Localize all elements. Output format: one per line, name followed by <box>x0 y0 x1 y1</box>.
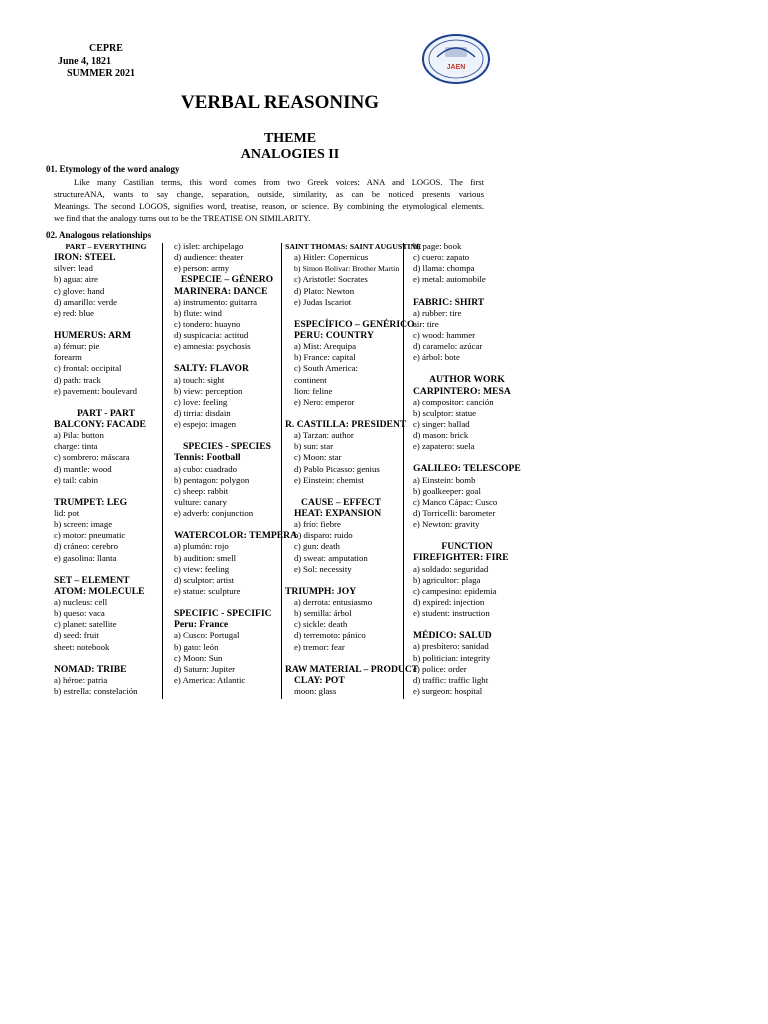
analogy-option: a) Tarzan: author <box>294 430 354 441</box>
analogy-option: b) goalkeeper: goal <box>413 485 481 496</box>
analogy-option: a) nucleus: cell <box>54 596 108 607</box>
analogy-option: b) politician: integrity <box>413 652 491 663</box>
analogy-option: d) Saturn: Jupiter <box>174 663 236 674</box>
analogy-option: e) zapatero: suela <box>413 441 475 452</box>
analogy-option: d) caramelo: azúcar <box>413 341 483 352</box>
header-cepre: CEPRE <box>89 43 123 54</box>
analogy-option: charge: tinta <box>54 441 98 452</box>
analogy-option: c) Manco Cápac: Cusco <box>413 496 498 507</box>
analogy-heading: FUNCTION <box>441 541 493 553</box>
analogy-heading: NOMAD: TRIBE <box>54 663 127 675</box>
spacer <box>285 653 397 664</box>
analogy-option: b) sun: star <box>294 441 334 452</box>
section-2-heading: 02. Analogous relationships <box>46 230 152 240</box>
analogy-heading: HEAT: EXPANSION <box>294 507 382 519</box>
analogy-option: e) gasolina: llanta <box>54 552 117 563</box>
analogy-heading: SAINT THOMAS: SAINT AUGUSTINE <box>285 242 422 251</box>
analogy-option: b) queso: vaca <box>54 608 105 619</box>
analogy-heading: SET – ELEMENT <box>54 574 130 586</box>
analogy-option: a) Pila: button <box>54 430 104 441</box>
analogy-option: a) compositor: canción <box>413 396 494 407</box>
analogy-heading: R. CASTILLA: PRESIDENT <box>285 418 407 430</box>
spacer <box>54 486 158 497</box>
column-2 <box>174 241 298 686</box>
theme-label: THEME <box>263 131 317 146</box>
spacer <box>413 530 521 541</box>
analogy-option: e) pavement: boulevard <box>54 385 138 396</box>
analogy-option: forearm <box>54 352 82 363</box>
analogy-option: b) Simon Bolivar: Brother Martin <box>294 264 400 274</box>
analogy-option: sheet: notebook <box>54 641 110 652</box>
analogy-heading: MARINERA: DANCE <box>174 285 268 297</box>
analogy-option: a) soldado: seguridad <box>413 563 489 574</box>
analogy-option: c) Moon: star <box>294 452 342 463</box>
analogy-option: a) Hitler: Copernicus <box>294 252 369 263</box>
analogy-option: c) wood: hammer <box>413 329 476 340</box>
analogy-option: e) surgeon: hospital <box>413 685 483 696</box>
analogy-option: e) espejo: imagen <box>174 419 237 430</box>
logo-label: JAEN <box>446 64 466 71</box>
analogy-option: a) derrota: entusiasmo <box>294 596 373 607</box>
spacer <box>285 486 397 497</box>
analogy-option: c) singer: ballad <box>413 418 470 429</box>
analogy-option: e) Einstein: chemist <box>294 474 364 485</box>
analogy-option: e) Newton: gravity <box>413 519 480 530</box>
analogy-heading: HUMERUS: ARM <box>54 329 132 341</box>
institution-logo <box>421 33 491 85</box>
spacer <box>285 408 397 419</box>
analogy-option: c) tondero: huayno <box>174 318 241 329</box>
analogy-option: d) path: track <box>54 374 101 385</box>
analogy-option: a) presbítero: sanidad <box>413 641 489 652</box>
analogy-option: c) campesino: epidemia <box>413 585 497 596</box>
analogy-option: b) screen: image <box>54 519 113 530</box>
analogy-heading: CAUSE – EFFECT <box>301 496 381 508</box>
analogy-option: a) Cusco: Portugal <box>174 630 240 641</box>
analogy-option: lid: pot <box>54 507 80 518</box>
paragraph-line: we find that the analogy turns out to be the TREATISE ON SIMILARITY. <box>54 213 311 223</box>
analogy-heading: ATOM: MOLECULE <box>54 585 145 597</box>
spacer <box>174 352 280 363</box>
analogy-option: b) disparo: ruido <box>294 530 353 541</box>
section-1-paragraph <box>54 176 484 224</box>
spacer <box>285 308 397 319</box>
analogy-heading: SPECIFIC - SPECIFIC <box>174 608 272 620</box>
analogy-option: c) glove: hand <box>54 285 105 296</box>
paragraph-line: Meanings. The second LOGOS, signifies word, treatise, reason, or science. By combining the etymological elements. <box>54 201 484 211</box>
analogy-heading: ESPECIE – GÉNERO <box>180 274 274 286</box>
analogy-option: c) South America: <box>294 363 359 374</box>
header-date: June 4, 1821 <box>58 56 112 67</box>
analogy-option: c) view: feeling <box>174 563 230 574</box>
analogy-option: c) gun: death <box>294 541 340 552</box>
analogy-heading: FIREFIGHTER: FIRE <box>413 552 509 564</box>
analogy-heading: TRUMPET: LEG <box>54 496 128 508</box>
analogy-option: b) semilla: árbol <box>294 608 352 619</box>
analogy-heading: PART – EVERYTHING <box>65 242 147 251</box>
analogy-option: e) statue: sculpture <box>174 585 241 596</box>
header-term: SUMMER 2021 <box>67 68 136 79</box>
analogy-option: c) police: order <box>413 663 467 674</box>
analogy-option: a) touch: sight <box>174 374 225 385</box>
page-title: VERBAL REASONING <box>181 92 379 113</box>
analogy-option: b) page: book <box>413 241 462 251</box>
analogy-option: a) fémur: pie <box>54 341 100 352</box>
analogy-option: d) sculptor: artist <box>174 574 235 585</box>
analogy-option: b) agua: aire <box>54 274 98 285</box>
analogy-heading: PERU: COUNTRY <box>294 329 374 341</box>
analogy-option: c) sheep: rabbit <box>174 485 229 496</box>
paragraph-line: structureANA, wants to say change, separation, outside, similarity, as can be noticed presents various <box>54 189 484 199</box>
spacer <box>413 286 521 297</box>
analogy-option: d) seed: fruit <box>54 630 99 641</box>
analogy-heading: FABRIC: SHIRT <box>413 296 485 308</box>
analogy-option: d) terremoto: pánico <box>294 630 366 641</box>
analogy-option: c) sickle: death <box>294 619 348 630</box>
analogy-option: b) agricultor: plaga <box>413 574 481 585</box>
analogy-option: a) Einstein: bomb <box>413 474 476 485</box>
analogy-option: e) America: Atlantic <box>174 674 246 685</box>
analogy-option: b) flute: wind <box>174 307 222 318</box>
spacer <box>54 653 158 664</box>
analogy-option: c) love: feeling <box>174 396 228 407</box>
spacer <box>285 575 397 586</box>
analogy-option: lion: feline <box>294 385 333 396</box>
section-1-heading: 01. Etymology of the word analogy <box>46 164 180 174</box>
analogy-option: e) Judas Iscariot <box>294 296 352 307</box>
spacer <box>413 619 521 630</box>
analogy-option: d) sweat: amputation <box>294 552 368 563</box>
analogy-option: e) student: instruction <box>413 608 490 619</box>
analogy-option: vulture: canary <box>174 496 228 507</box>
column-3 <box>285 241 422 697</box>
analogy-option: d) suspicacia: actitud <box>174 330 249 341</box>
analogy-heading: AUTHOR WORK <box>429 374 505 386</box>
spacer <box>174 597 280 608</box>
analogy-heading: BALCONY: FACADE <box>54 418 146 430</box>
analogy-heading: TRIUMPH: JOY <box>285 585 357 597</box>
analogy-heading: SPECIES - SPECIES <box>183 441 271 453</box>
analogy-option: d) llama: chompa <box>413 263 475 274</box>
analogy-heading: GALILEO: TELESCOPE <box>413 463 521 475</box>
analogy-option: e) amnesia: psychosis <box>174 341 251 352</box>
analogy-heading: WATERCOLOR: TEMPERA <box>174 530 298 542</box>
analogy-option: d) expired: injection <box>413 596 485 607</box>
analogy-option: continent <box>294 374 327 385</box>
analogy-option: e) Sol: necessity <box>294 563 352 574</box>
analogy-heading: IRON: STEEL <box>54 252 116 264</box>
spacer <box>54 397 158 408</box>
analogy-heading: ESPECÍFICO – GENÉRICO <box>294 318 415 330</box>
analogy-option: d) mason: brick <box>413 430 469 441</box>
analogy-option: b) sculptor: statue <box>413 407 477 418</box>
analogy-option: air: tire <box>413 318 439 329</box>
analogy-option: a) instrumento: guitarra <box>174 296 258 307</box>
analogy-option: e) tail: cabin <box>54 474 98 485</box>
analogy-heading: Peru: France <box>174 619 229 631</box>
analogy-option: c) islet: archipelago <box>174 241 244 251</box>
analogy-option: e) árbol: bote <box>413 352 460 363</box>
analogy-option: b) audition: smell <box>174 552 237 563</box>
column-4 <box>413 241 521 697</box>
analogy-option: d) Plato: Newton <box>294 285 355 296</box>
analogy-option: e) metal: automobile <box>413 274 486 285</box>
column-divider <box>403 243 404 699</box>
analogy-option: d) amarillo: verde <box>54 296 118 307</box>
analogy-option: e) tremor: fear <box>294 641 345 652</box>
analogy-option: a) héroe: patria <box>54 674 108 685</box>
analogy-heading: PART - PART <box>77 407 135 419</box>
analogy-heading: CARPINTERO: MESA <box>413 385 511 397</box>
analogy-option: b) pentagon: polygon <box>174 474 250 485</box>
analogy-option: c) motor: pneumatic <box>54 530 126 541</box>
analogy-option: c) Aristotle: Socrates <box>294 274 368 285</box>
analogy-option: a) frío: fiebre <box>294 519 341 530</box>
analogy-option: c) frontal: occipital <box>54 363 122 374</box>
analogy-option: d) audience: theater <box>174 252 244 263</box>
analogy-option: c) sombrero: máscara <box>54 452 130 463</box>
analogy-heading: RAW MATERIAL – PRODUCT <box>285 663 419 675</box>
analogy-option: d) mantle: wood <box>54 463 112 474</box>
analogy-option: moon: glass <box>294 685 337 696</box>
analogy-option: c) planet: satellite <box>54 619 117 630</box>
analogy-option: e) Nero: emperor <box>294 396 355 407</box>
analogy-option: silver: lead <box>54 263 93 274</box>
spacer <box>413 452 521 463</box>
analogy-heading: CLAY: POT <box>294 674 345 686</box>
analogy-option: d) cráneo: cerebro <box>54 541 118 552</box>
spacer <box>54 564 158 575</box>
spacer <box>174 430 280 441</box>
spacer <box>174 519 280 530</box>
analogy-option: a) plumón: rojo <box>174 541 229 552</box>
analogy-option: d) tirria: disdain <box>174 407 231 418</box>
column-1 <box>54 241 158 697</box>
analogy-option: d) Pablo Picasso: genius <box>294 463 380 474</box>
column-divider <box>281 243 282 699</box>
analogy-option: d) Torricelli: barometer <box>413 507 496 518</box>
analogy-option: b) view: perception <box>174 385 243 396</box>
spacer <box>413 363 521 374</box>
paragraph-line: Like many Castilian terms, this word comes from two Greek voices: ANA and LOGOS. The first <box>74 177 484 187</box>
analogy-option: b) France: capital <box>294 352 356 363</box>
analogy-option: b) estrella: constelación <box>54 685 138 696</box>
analogy-heading: Tennis: Football <box>174 452 241 464</box>
analogy-option: a) Mist: Arequipa <box>294 341 357 352</box>
analogy-option: c) Moon: Sun <box>174 652 223 663</box>
analogy-option: a) cubo: cuadrado <box>174 463 238 474</box>
analogy-option: e) red: blue <box>54 307 95 318</box>
analogy-heading: SALTY: FLAVOR <box>174 363 249 375</box>
analogy-option: a) rubber: tire <box>413 307 462 318</box>
analogy-option: b) gato: león <box>174 641 219 652</box>
analogy-heading: MÉDICO: SALUD <box>413 630 492 642</box>
analogy-option: e) adverb: conjunction <box>174 508 254 519</box>
analogy-option: c) cuero: zapato <box>413 252 470 263</box>
analogy-option: d) traffic: traffic light <box>413 674 489 685</box>
column-divider <box>162 243 163 699</box>
analogy-option: e) person: army <box>174 263 230 274</box>
spacer <box>54 319 158 330</box>
theme-title: ANALOGIES II <box>240 147 340 162</box>
